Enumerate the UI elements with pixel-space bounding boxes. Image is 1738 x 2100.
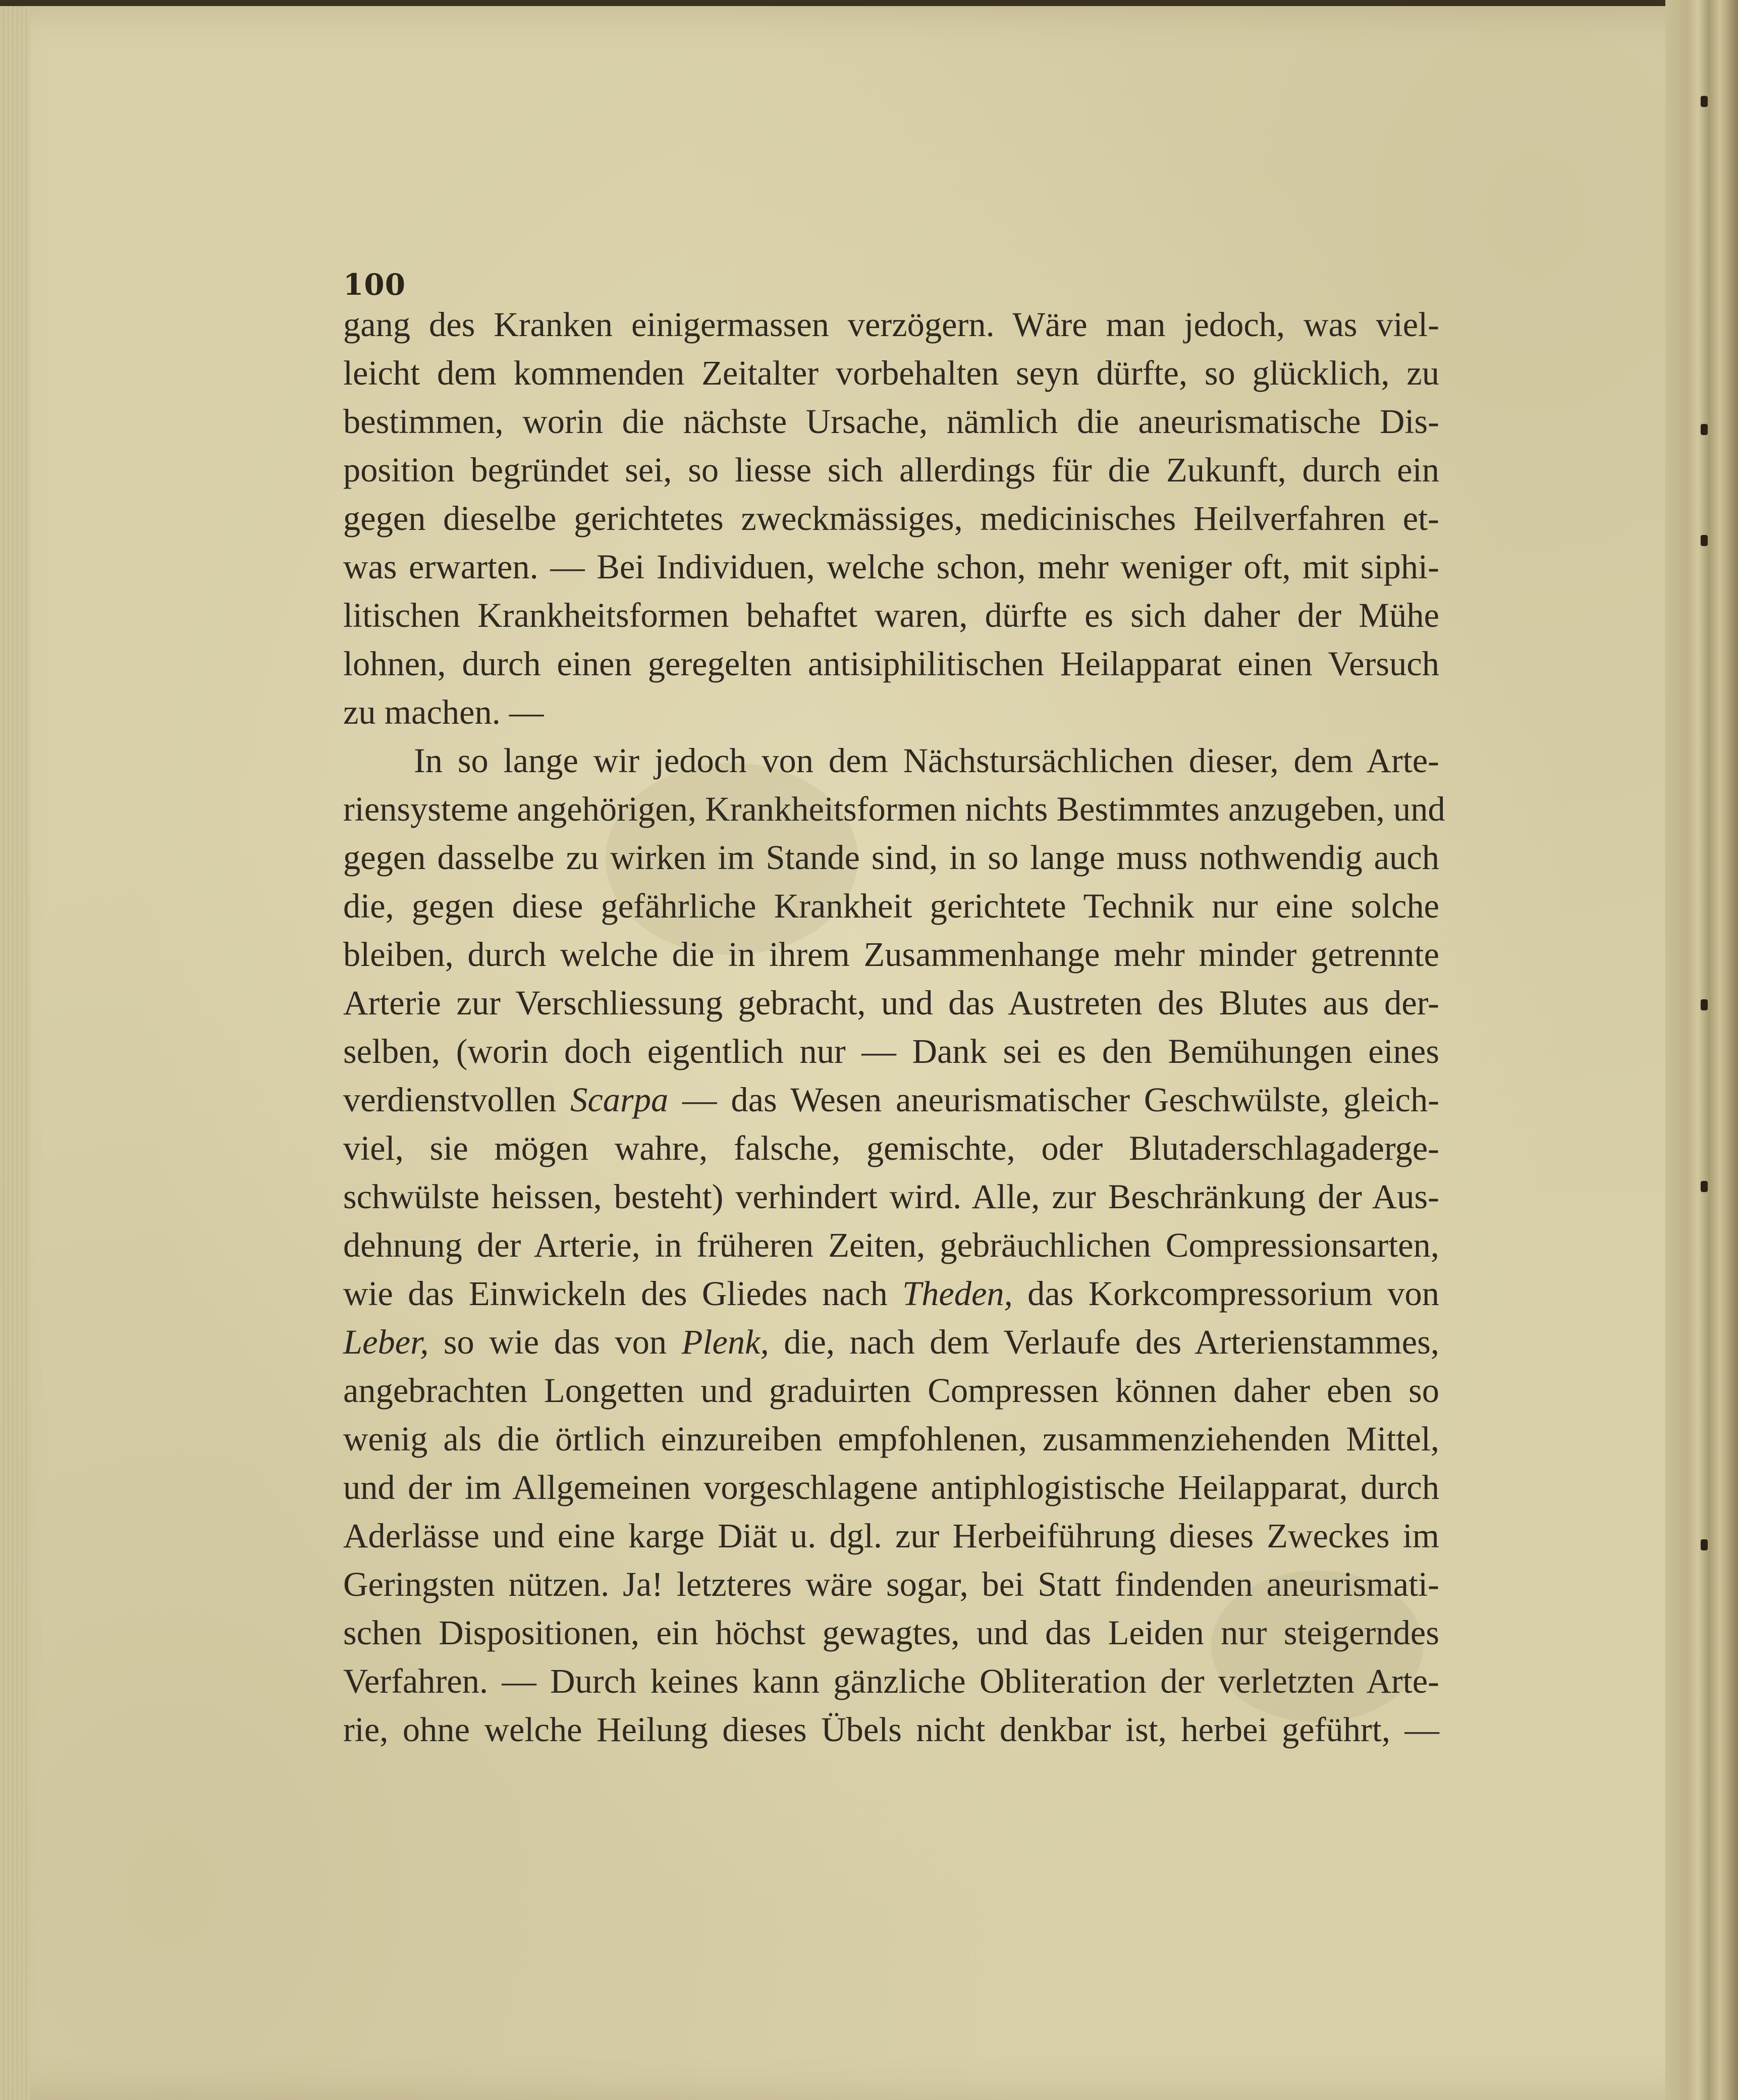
left-page-edges (0, 6, 30, 2100)
line-segment: wie das Einwickeln des Gliedes nach (343, 1274, 903, 1313)
text-line: schen Dispositionen, ein höchst gewagtes, und das Leiden nur steigerndes (343, 1613, 1439, 1652)
text-line-with-italic (343, 1269, 1439, 1318)
text-line: gegen dasselbe zu wirken im Stande sind, in so lange muss nothwendig auch (343, 838, 1439, 877)
binding-mark (1701, 535, 1708, 546)
text-line-with-italic (343, 1075, 1439, 1124)
text-line: was erwarten. — Bei Individuen, welche schon, mehr weniger oft, mit siphi- (343, 548, 1439, 586)
text-line: gang des Kranken einigermassen verzögern. Wäre man jedoch, was viel- (343, 305, 1439, 344)
text-line: lohnen, durch einen geregelten antisiphilitischen Heilapparat einen Versuch (343, 644, 1439, 683)
text-line: litischen Krankheitsformen behaftet waren, dürfte es sich daher der Mühe (343, 596, 1439, 634)
italic-name: Leber, (343, 1323, 429, 1361)
text-line: Arterie zur Verschliessung gebracht, und das Austreten des Blutes aus der- (343, 984, 1439, 1022)
binding-mark (1701, 999, 1708, 1010)
text-line: schwülste heissen, besteht) verhindert wird. Alle, zur Beschränkung der Aus- (343, 1177, 1439, 1216)
italic-name: Scarpa (570, 1081, 669, 1119)
text-line: angebrachten Longetten und graduirten Compressen können daher eben so (343, 1371, 1439, 1410)
text-line: Aderlässe und eine karge Diät u. dgl. zur Herbeiführung dieses Zweckes im (343, 1517, 1439, 1555)
text-line: zu machen. — (343, 693, 544, 731)
paragraph-start-line: In so lange wir jedoch von dem Nächstursächlichen dieser, dem Arte- (414, 741, 1439, 780)
text-line: gegen dieselbe gerichtetes zweckmässiges, medicinisches Heilverfahren et- (343, 499, 1439, 537)
line-segment: so wie das von (428, 1323, 682, 1361)
line-segment: die, nach dem Verlaufe des Arterienstammes, (769, 1323, 1439, 1361)
page-number: 100 (343, 267, 406, 302)
text-line: und der im Allgemeinen vorgeschlagene antiphlogistische Heilapparat, durch (343, 1468, 1439, 1506)
text-line: position begründet sei, so liesse sich allerdings für die Zukunft, durch ein (343, 451, 1439, 489)
binding-mark (1701, 1181, 1708, 1192)
right-binding-edge (1665, 0, 1738, 2100)
italic-name: Theden, (902, 1274, 1013, 1313)
line-segment: das Korkcompressorium von (1012, 1274, 1439, 1313)
text-line: Geringsten nützen. Ja! letzteres wäre sogar, bei Statt findenden aneurismati- (343, 1565, 1439, 1603)
binding-mark (1701, 424, 1708, 435)
text-line-with-italic (343, 1318, 1439, 1366)
text-line: viel, sie mögen wahre, falsche, gemischte, oder Blutaderschlagaderge- (343, 1129, 1439, 1167)
text-line: Verfahren. — Durch keines kann gänzliche Obliteration der verletzten Arte- (343, 1662, 1439, 1700)
binding-mark (1701, 96, 1708, 107)
text-line: selben, (worin doch eigentlich nur — Dank sei es den Bemühungen eines (343, 1032, 1439, 1070)
binding-mark (1701, 1539, 1708, 1550)
line-segment: verdienstvollen (343, 1081, 571, 1119)
text-line: leicht dem kommenden Zeitalter vorbehalten seyn dürfte, so glücklich, zu (343, 354, 1439, 392)
body-text (343, 300, 1445, 1754)
italic-name: Plenk, (681, 1323, 769, 1361)
text-line: bestimmen, worin die nächste Ursache, nämlich die aneurismatische Dis- (343, 402, 1439, 441)
text-line: dehnung der Arterie, in früheren Zeiten, gebräuchlichen Compressionsarten, (343, 1226, 1439, 1264)
text-line: rie, ohne welche Heilung dieses Übels nicht denkbar ist, herbei geführt, — (343, 1710, 1439, 1749)
text-line: wenig als die örtlich einzureiben empfohlenen, zusammenziehenden Mittel, (343, 1420, 1439, 1458)
line-segment: — das Wesen aneurismatischer Geschwülste, gleich- (668, 1081, 1440, 1119)
text-line: die, gegen diese gefährliche Krankheit gerichtete Technik nur eine solche (343, 887, 1439, 925)
text-line: riensysteme angehörigen, Krankheitsformen nichts Bestimmtes anzugeben, und (343, 790, 1445, 828)
text-line: bleiben, durch welche die in ihrem Zusammenhange mehr minder getrennte (343, 935, 1439, 974)
